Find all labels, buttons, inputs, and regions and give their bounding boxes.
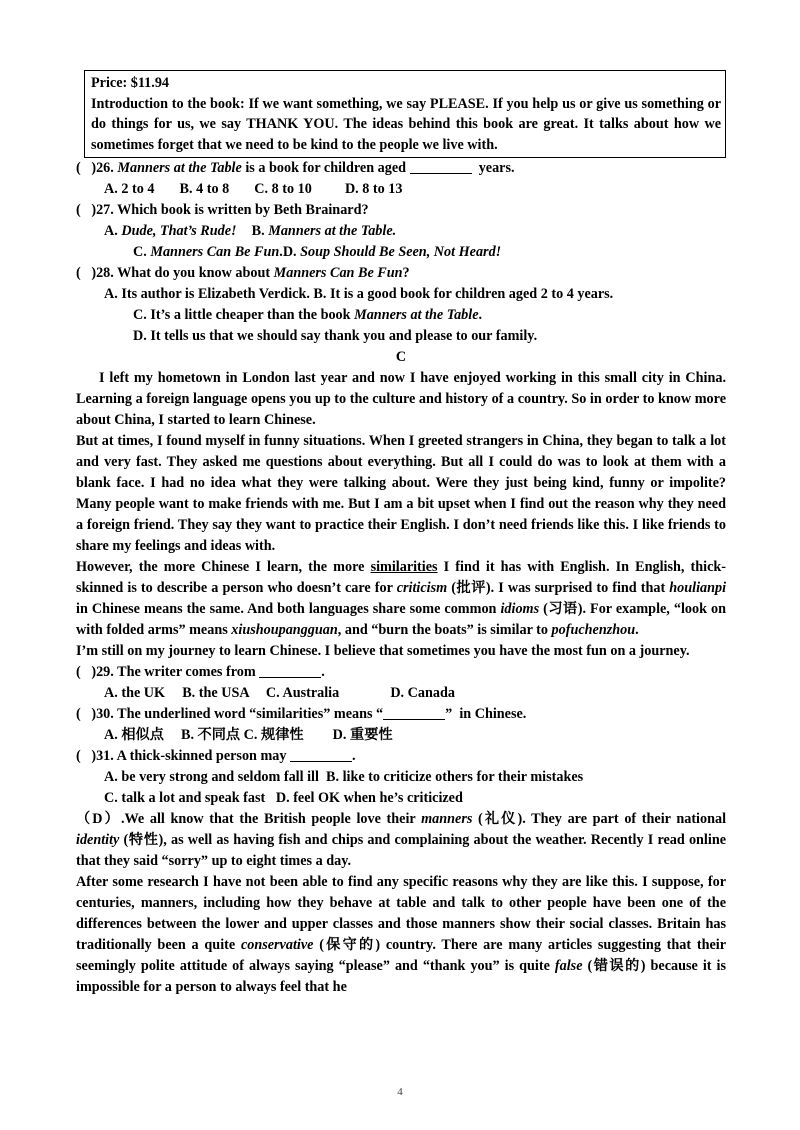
book-introduction: Introduction to the book: If we want something, we say PLEASE. If you help us or give us something or do things for us, we say THANK YOU. The ideas behind this book are great. It talks about how we sometimes forget that we need to be kind to the people we live with. — [91, 95, 721, 153]
question-28: ( )28. What do you know about Manners Can Be Fun? — [76, 265, 410, 281]
underlined-word: similarities — [370, 559, 438, 575]
page-number: 4 — [397, 1086, 403, 1098]
option-b: B. the USA — [182, 685, 249, 701]
question-31: ( )31. A thick-skinned person may . — [76, 748, 356, 764]
option-b-c: B. 不同点 C. 规律性 — [181, 727, 304, 743]
question-29-options — [76, 683, 726, 704]
passage-c-paragraph-2: But at times, I found myself in funny situations. When I greeted strangers in China, they began to talk a lot and very fast. They asked me questions about everything. But all I could do was to look at them with a blank face. I had no idea what they were talking about. Were they just being kind, funny or impolite? Many people want to make friends with me. But I am a bit upset when I find out the reason why they need a foreign friend. They say they want to practice their English. I don’t need friends like this. I like friends to share my feelings and ideas with. — [76, 433, 726, 554]
book-info-box — [84, 70, 726, 158]
passage-c-paragraph-3: However, the more Chinese I learn, the more similarities I find it has with English. In English, thick-skinned is to describe a person who doesn’t care for criticism (批评). I was surprised to find that houlianpi in Chinese means the same. And both languages share some common idioms (习语). For example, “look on with folded arms” means xiushoupangguan, and “burn the boats” is similar to pofuchenzhou. — [76, 559, 727, 638]
question-29: ( )29. The writer comes from . — [76, 664, 325, 680]
book-price: Price: $11.94 — [91, 75, 170, 91]
question-27-options-ab: A. Dude, That’s Rude! B. Manners at the Table. — [104, 223, 397, 239]
option-c: C. 8 to 10 — [254, 181, 312, 197]
option-d: D. Canada — [390, 685, 455, 701]
question-28-option-c: C. It’s a little cheaper than the book Manners at the Table. — [133, 307, 483, 323]
passage-d-paragraph-1: （D）.We all know that the British people love their manners (礼仪). They are part of their national identity (特性), as well as having fish and chips and complaining about the weather. Recently I read online that they said “sorry” up to eight times a day. — [76, 811, 727, 869]
option-d: D. 8 to 13 — [344, 181, 403, 197]
option-b: B. 4 to 8 — [179, 181, 230, 197]
passage-d-paragraph-2: After some research I have not been able to find any specific reasons why they are like this. I suppose, for centuries, manners, including how they behave at table and talk to other people have been one of the differences between the lower and upper classes and those manners show their social classes. Britain has traditionally been a quite conservative (保守的) country. There are many articles suggesting that their seemingly polite attitude of always saying “please” and “thank you” is quite false (错误的) because it is impossible for a person to always feel that he — [76, 874, 727, 995]
answer-blank — [290, 747, 352, 762]
answer-blank — [259, 663, 321, 678]
question-27: ( )27. Which book is written by Beth Brainard? — [76, 202, 369, 218]
question-30: ( )30. The underlined word “similarities” means “ ” in Chinese. — [76, 706, 527, 722]
option-d: D. 重要性 — [332, 727, 393, 743]
question-26: ( )26. Manners at the Table is a book for children aged years. — [76, 160, 515, 176]
answer-blank — [410, 159, 472, 174]
question-30-options — [76, 725, 726, 746]
question-28-options-ab: A. Its author is Elizabeth Verdick. B. It is a good book for children aged 2 to 4 years. — [104, 286, 614, 302]
answer-blank — [383, 705, 445, 720]
option-a: A. the UK — [104, 685, 166, 701]
question-26-options — [76, 179, 726, 200]
option-c: C. Australia — [265, 685, 340, 701]
option-a: A. 2 to 4 — [104, 181, 155, 197]
section-c-heading: C — [395, 349, 407, 365]
question-28-option-d: D. It tells us that we should say thank you and please to our family. — [133, 328, 538, 344]
question-27-options-cd: C. Manners Can Be Fun.D. Soup Should Be Seen, Not Heard! — [133, 244, 502, 260]
option-a: A. 相似点 — [104, 727, 164, 743]
passage-c-paragraph-4: I’m still on my journey to learn Chinese. I believe that sometimes you have the most fun on a journey. — [76, 643, 690, 659]
question-31-options-cd: C. talk a lot and speak fast D. feel OK when he’s criticized — [104, 790, 463, 806]
exam-page — [76, 70, 726, 998]
passage-c-paragraph-1: I left my hometown in London last year and now I have enjoyed working in this small city in China. Learning a foreign language opens you up to the culture and history of a country. So in order to know more about China, I started to learn Chinese. — [76, 370, 726, 428]
question-31-options-ab: A. be very strong and seldom fall ill B. like to criticize others for their mistakes — [104, 769, 584, 785]
